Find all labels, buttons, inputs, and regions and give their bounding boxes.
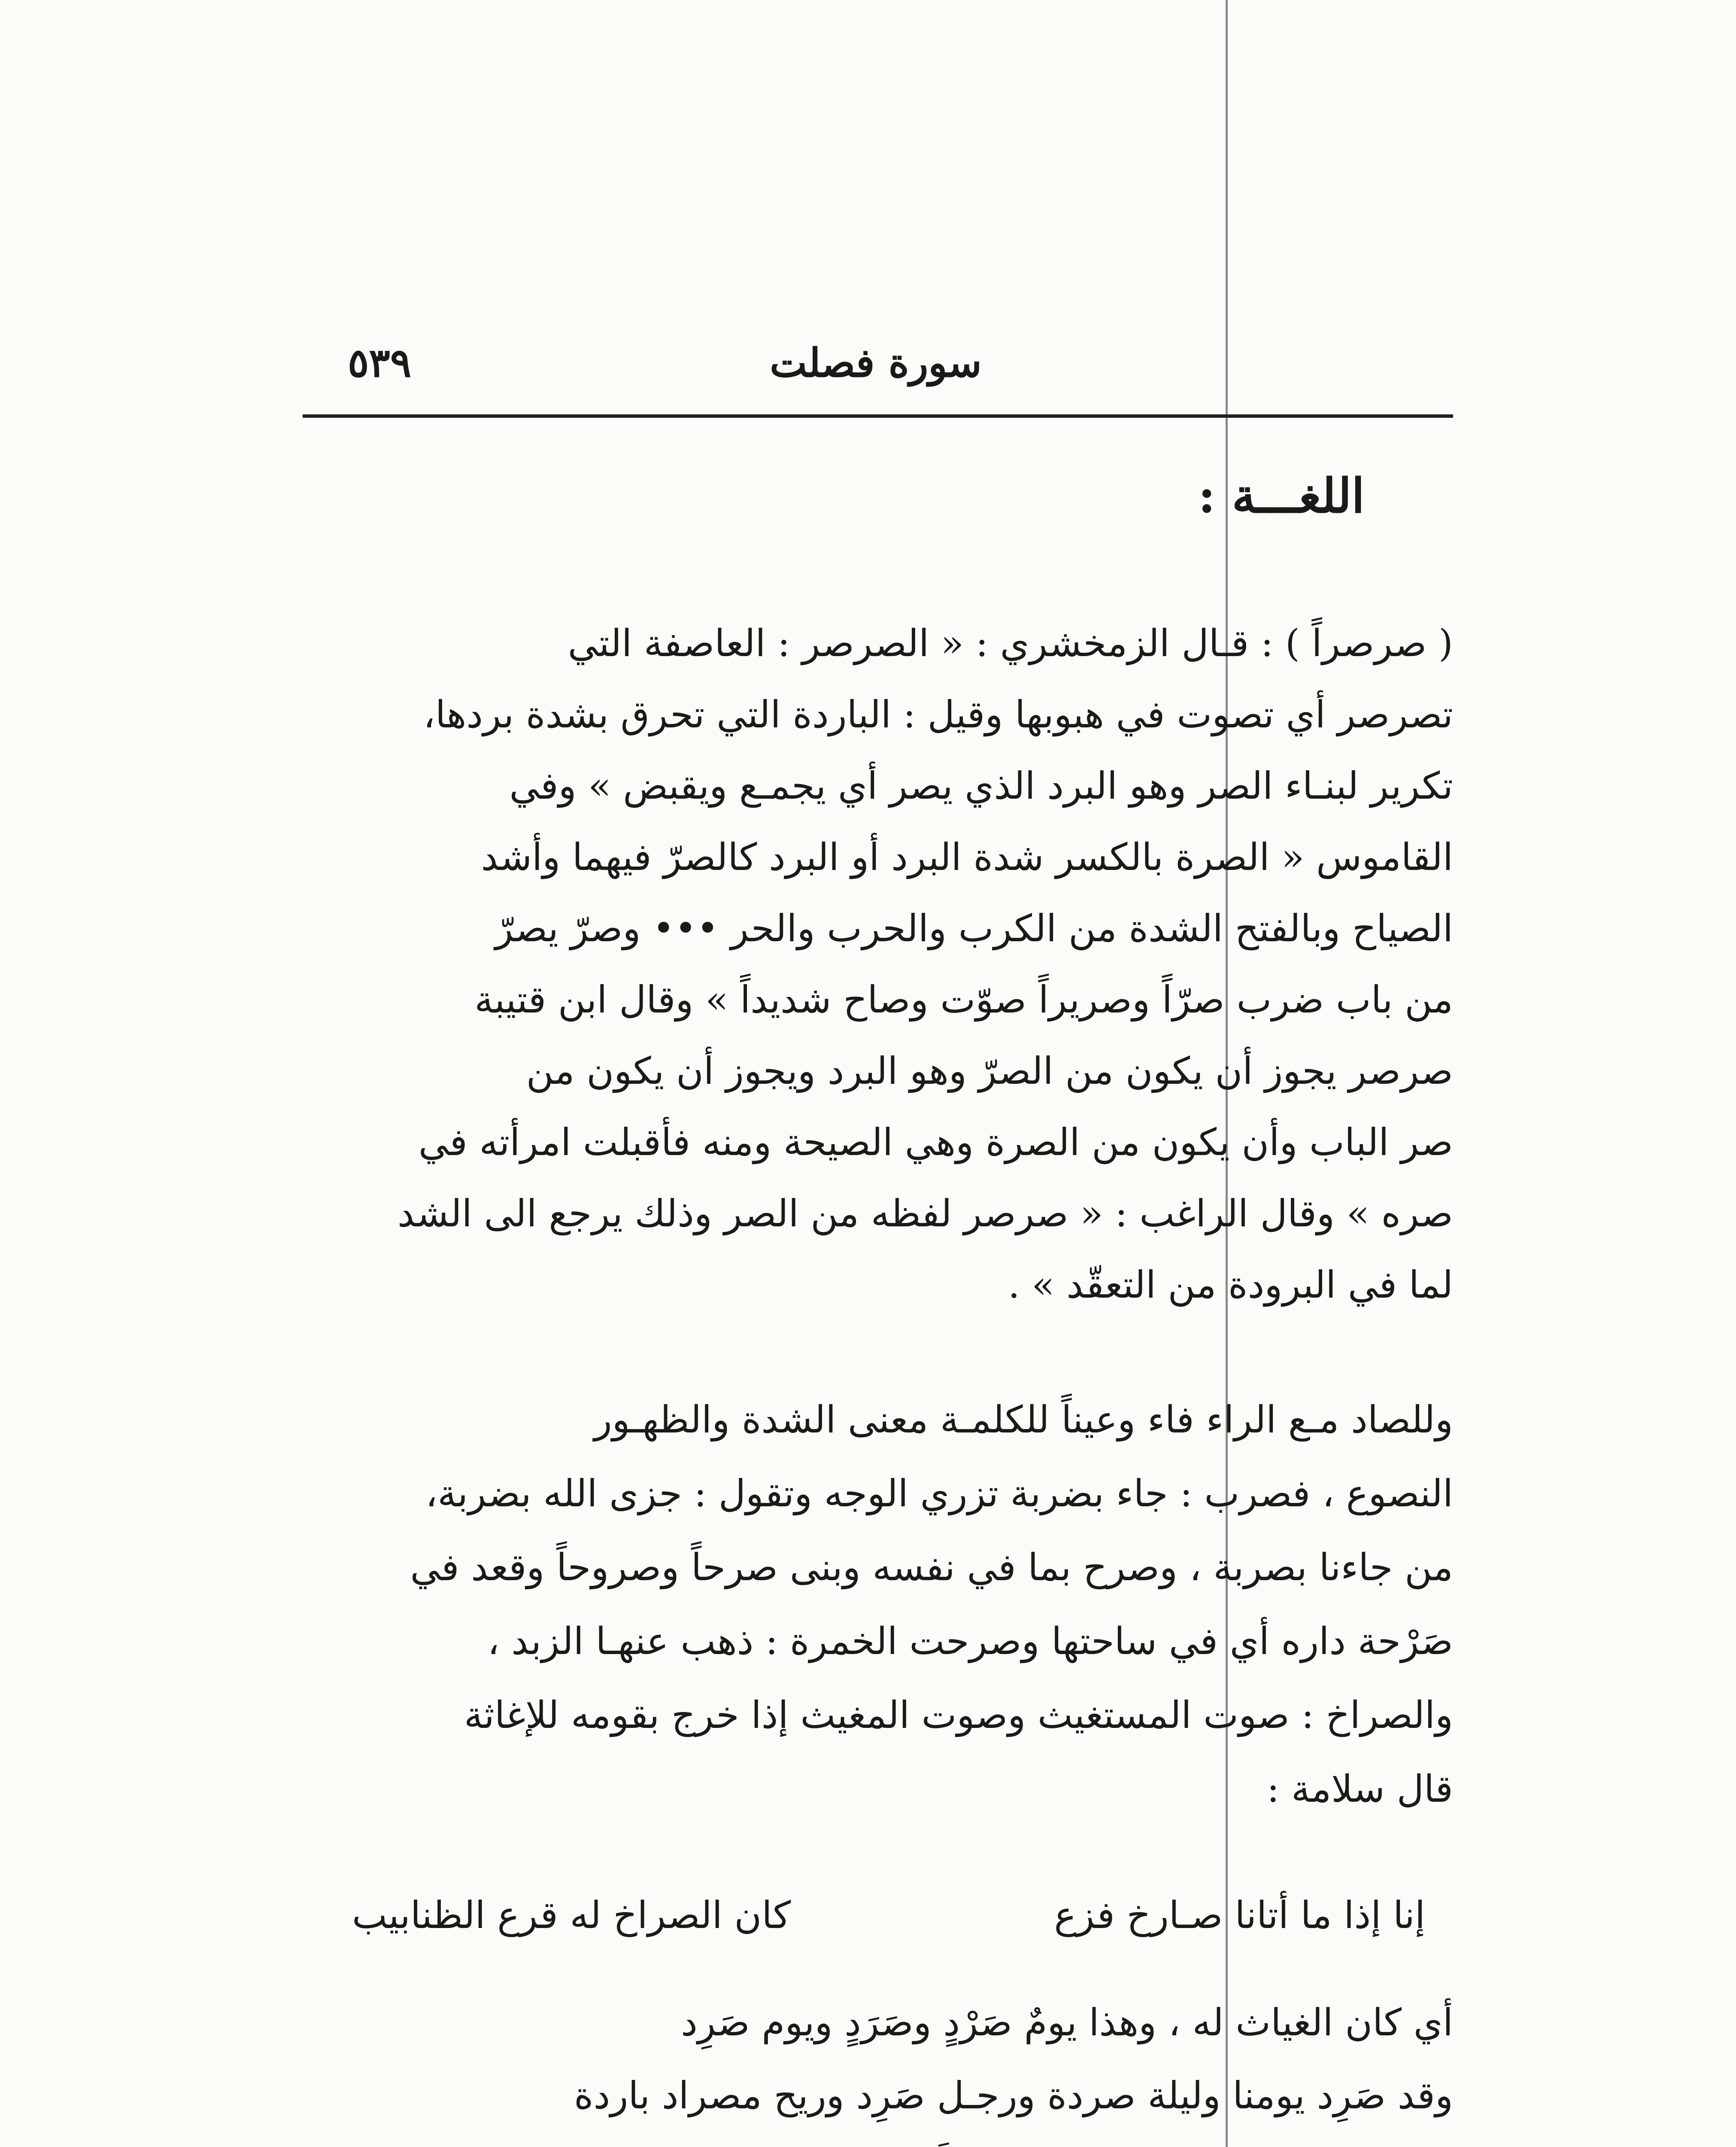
text-line: لما في البرودة من التعقّد » . [1008, 1263, 1453, 1307]
text-line: أي كان الغياث له ، وهذا يومٌ صَرْدٍ وصَرَدٍ ويوم صَرِد [681, 2001, 1453, 2044]
text-line: صرصر يجوز أن يكون من الصرّ وهو البرد ويجوز أن يكون من [526, 1049, 1453, 1093]
running-header [300, 324, 1451, 401]
paragraph-sard [303, 1986, 1453, 2147]
header-rule [303, 414, 1453, 418]
verse-first-hemistich: إنا إذا ما أتانا صـارخ فزع [1054, 1893, 1425, 1937]
text-line: تكرير لبنـاء الصر وهو البرد الذي يصر أي يجمـع ويقبض » وفي [509, 764, 1453, 808]
text-line: القاموس « الصرة بالكسر شدة البرد أو البرد كالصرّ فيهما وأشد [481, 835, 1453, 879]
page-number: ٥٣٩ [348, 340, 412, 386]
text-line: قال سلامة : [1267, 1767, 1453, 1811]
verse-second-hemistich: كان الصراخ له قرع الظنابيب [352, 1893, 791, 1937]
text-line: من جاءنا بصربة ، وصرح بما في نفسه وبنى صرحاً وصروحاً وقعد في [410, 1545, 1453, 1589]
text-line: صَرْحة داره أي في ساحتها وصرحت الخمرة : ذهب عنهـا الزبد ، [487, 1619, 1453, 1663]
text-line [303, 2132, 1453, 2147]
text-line: وقد صَرِد يومنا وليلة صردة ورجـل صَرِد وريح مصراد باردة [574, 2074, 1453, 2117]
paragraph-sad-ra [303, 1383, 1453, 1826]
text-line: صر الباب وأن يكون من الصرة وهي الصيحة ومنه فأقبلت امرأته في [418, 1120, 1453, 1164]
poetry-verse [352, 1883, 1425, 1947]
text-line: النصوع ، فصرب : جاء بضربة تزري الوجه وتقول : جزى الله بضربة، [425, 1472, 1453, 1515]
text-line: وللصاد مـع الراء فاء وعيناً للكلمـة معنى الشدة والظهـور [594, 1398, 1453, 1441]
text-line: صره » وقال الراغب : « صرصر لفظه من الصر وذلك يرجع الى الشد [397, 1192, 1453, 1235]
text-line: الصياح وبالفتح الشدة من الكرب والحرب والحر ••• وصرّ يصرّ [495, 906, 1453, 950]
surah-title: سورة فصلت [770, 340, 982, 386]
text-line: من باب ضرب صرّاً وصريراً صوّت وصاح شديداً » وقال ابن قتيبة [474, 978, 1453, 1022]
text-line: ( صرصراً ) : قـال الزمخشري : « الصرصر : العاصفة التي [568, 621, 1453, 665]
section-heading: اللغـــة : [1198, 468, 1365, 523]
paragraph-lexical-sarsar [303, 608, 1453, 1320]
text-line: تصرصر أي تصوت في هبوبها وقيل : الباردة التي تحرق بشدة بردها، [423, 693, 1453, 736]
text-line: والصراخ : صوت المستغيث وصوت المغيث إذا خرج بقومه للإغاثة [464, 1693, 1453, 1737]
